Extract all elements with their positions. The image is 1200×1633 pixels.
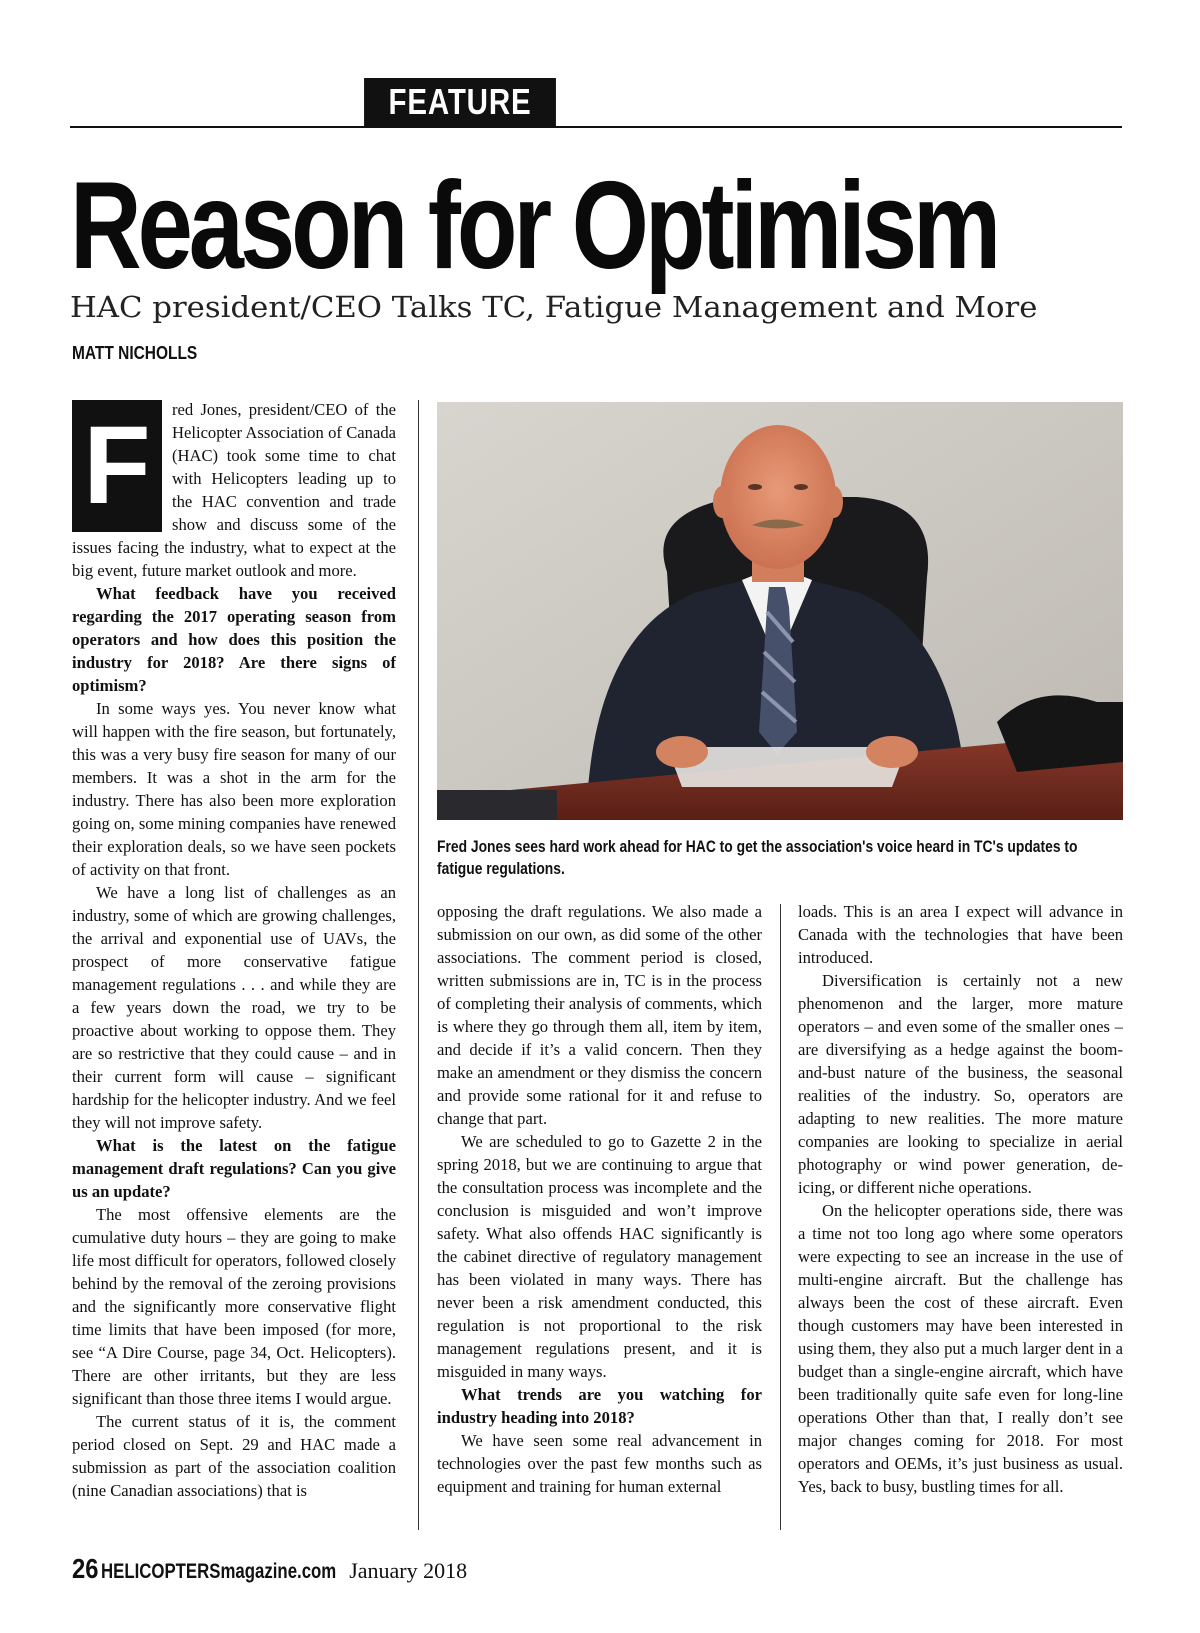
article-paragraph: On the helicopter operations side, there was a time not too long ago where some operators were expecting to see an increase in the use of multi-engine aircraft. But the challenge has always been the cost of these aircraft. Even though customers may have been interested in using them, they also put a much larger dent in a budget than a single-engine aircraft, which have been traditionally quite safe even for long-line operations Other than that, I really don’t see major changes coming for 2018. For most operators and OEMs, it’s just business as usual. Yes, back to busy, bustling times for all. bbox=[798, 1201, 1123, 1496]
article-column-3 bbox=[798, 900, 1123, 1534]
section-label: FEATURE bbox=[364, 78, 556, 126]
article-paragraph: We are scheduled to go to Gazette 2 in the spring 2018, but we are continuing to argue that the consultation process was incomplete and the conclusion is misguided and won’t improve safety. What also offends HAC significantly is the cabinet directive of regulatory management has been violated in many ways. There has never been a risk amendment conducted, this regulation is not proportional to the risk management regulations present, and it is misguided in many ways. bbox=[437, 1132, 762, 1381]
article-column-2 bbox=[437, 900, 762, 1534]
article-paragraph: opposing the draft regulations. We also made a submission on our own, as did some of the other associations. The comment period is closed, written submissions are in, TC is in the process of completing their analysis of comments, which is where they go through them all, item by item, and decide if it’s a valid concern. Then they make an amendment or they dismiss the concern and provide some rational for it and refuse to change that part. bbox=[437, 902, 762, 1128]
article-column-1 bbox=[72, 398, 396, 1534]
article-paragraph: The current status of it is, the comment period closed on Sept. 29 and HAC made a submission as part of the association coalition (nine Canadian associations) that is bbox=[72, 1412, 396, 1500]
interview-question: What is the latest on the fatigue management draft regulations? Can you give us an update? bbox=[72, 1136, 396, 1201]
article-paragraph: loads. This is an area I expect will advance in Canada with the technologies that have been introduced. bbox=[798, 902, 1123, 967]
column-rule bbox=[418, 400, 419, 1530]
photo-caption: Fred Jones sees hard work ahead for HAC to get the association's voice heard in TC's updates to fatigue regulations. bbox=[437, 838, 1078, 878]
portrait-photo bbox=[437, 402, 1123, 820]
column-body bbox=[798, 900, 1123, 1498]
site-name: HELICOPTERSmagazine.com bbox=[101, 1560, 337, 1583]
column-body bbox=[437, 900, 762, 1498]
article-paragraph: The most offensive elements are the cumulative duty hours – they are going to make life most difficult for operators, followed closely behind by the removal of the zeroing provisions and the significantly more conservative flight time limits that have been imposed (for more, see “A Dire Course, page 34, Oct. Helicopters). There are other irritants, but they are less significant than those three items I would argue. bbox=[72, 1205, 396, 1408]
interview-question: What trends are you watching for industry heading into 2018? bbox=[437, 1385, 762, 1427]
article-paragraph: In some ways yes. You never know what will happen with the fire season, but fortunately, this was a very busy fire season for many of our members. It was a shot in the arm for the industry. There has also been more exploration going on, some mining companies have renewed their exploration deals, so we have seen pockets of activity on that front. bbox=[72, 699, 396, 879]
interview-question: What feedback have you received regarding the 2017 operating season from operators and how does this position the industry for 2018? Are there signs of optimism? bbox=[72, 584, 396, 695]
column-rule bbox=[780, 904, 781, 1530]
issue-date: January 2018 bbox=[349, 1558, 468, 1583]
subheadline: HAC president/CEO Talks TC, Fatigue Management and More bbox=[70, 290, 1038, 324]
portrait-illustration bbox=[437, 402, 1123, 820]
byline: MATT NICHOLLS bbox=[72, 343, 198, 363]
article-paragraph: Diversification is certainly not a new phenomenon and the larger, more mature operators – and even some of the smaller ones – are diversifying as a hedge against the boom-and-bust nature of the business, the seasonal realities of the industry. So, operators are adapting to new realities. The more mature companies are looking to specialize in aerial photography or wind power generation, de-icing, or different niche operations. bbox=[798, 971, 1123, 1197]
header-rule bbox=[70, 126, 1122, 128]
column-body bbox=[72, 398, 396, 1502]
article-paragraph: We have a long list of challenges as an industry, some of which are growing challenges, the arrival and exponential use of UAVs, the prospect of more conservative fatigue management regulations . . . and while they are a few years down the road, we try to be proactive about working to oppose them. They are so restrictive that they could cause – and in their current form will cause – significant hardship for the helicopter industry. And we feel they will not improve safety. bbox=[72, 883, 396, 1132]
article-paragraph: red Jones, president/CEO of the Helicopter Association of Canada (HAC) took some time to chat with Helicopters leading up to the HAC convention and trade show and discuss some of the issues facing the industry, what to expect at the big event, future market outlook and more. bbox=[72, 400, 396, 580]
page-footer bbox=[72, 1553, 467, 1587]
page-number: 26 bbox=[72, 1553, 99, 1584]
drop-cap: F bbox=[72, 400, 162, 532]
article-paragraph: We have seen some real advancement in technologies over the past few months such as equipment and training for human external bbox=[437, 1431, 762, 1496]
headline: Reason for Optimism bbox=[70, 157, 998, 295]
